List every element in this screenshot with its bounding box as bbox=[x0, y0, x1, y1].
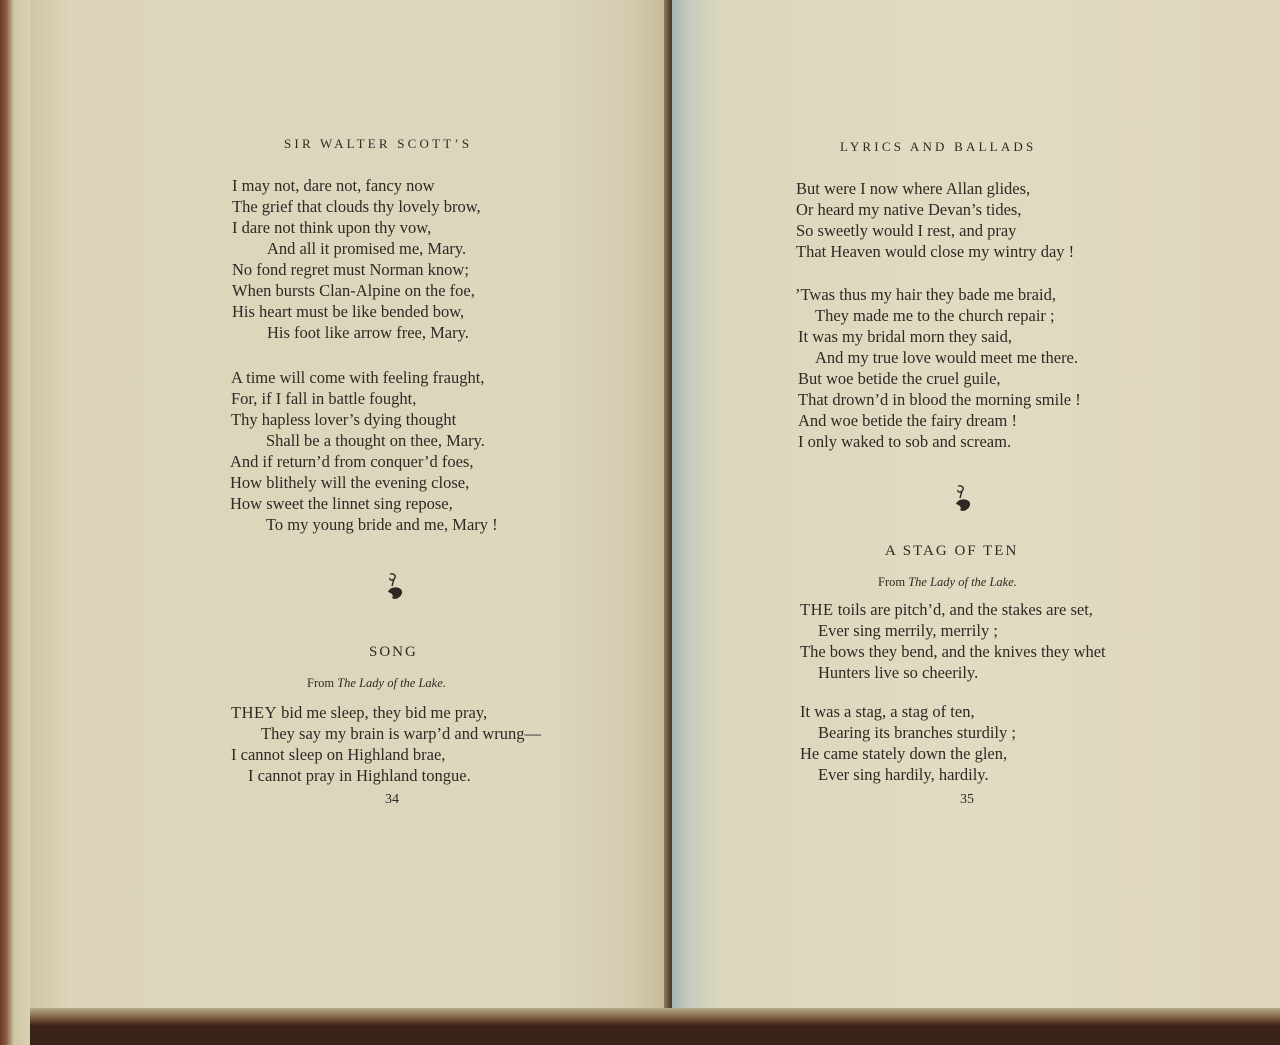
poem-title: SONG bbox=[369, 644, 418, 660]
drop-word: THEY bbox=[231, 703, 277, 722]
verse-line: Ever sing hardily, hardily. bbox=[818, 765, 989, 784]
right-page bbox=[672, 0, 1280, 1010]
page-number: 34 bbox=[385, 792, 399, 807]
verse-line-first bbox=[800, 599, 1093, 620]
verse-line: He came stately down the glen, bbox=[800, 744, 1008, 763]
source-work: The Lady of the Lake. bbox=[908, 575, 1017, 589]
fleuron-icon bbox=[384, 572, 406, 602]
verse-line: Hunters live so cheerily. bbox=[818, 663, 979, 682]
verse-line: I only waked to sob and scream. bbox=[798, 432, 1012, 451]
verse-line: And all it promised me, Mary. bbox=[267, 239, 467, 258]
poem-title: A STAG OF TEN bbox=[885, 543, 1019, 559]
verse-line-rest: bid me sleep, they bid me pray, bbox=[277, 703, 488, 722]
verse-line-first bbox=[231, 702, 487, 723]
running-head-left: SIR WALTER SCOTT’S bbox=[284, 136, 473, 151]
verse-line: The bows they bend, and the knives they whet bbox=[800, 642, 1106, 661]
running-head-right: LYRICS AND BALLADS bbox=[840, 139, 1037, 154]
verse-line: The grief that clouds thy lovely brow, bbox=[232, 197, 481, 216]
verse-line: A time will come with feeling fraught, bbox=[231, 368, 485, 387]
verse-line: Shall be a thought on thee, Mary. bbox=[266, 431, 485, 450]
verse-line: So sweetly would I rest, and pray bbox=[796, 221, 1017, 240]
verse-line: I cannot sleep on Highland brae, bbox=[231, 745, 446, 764]
verse-line: Or heard my native Devan’s tides, bbox=[796, 200, 1022, 219]
verse-line: For, if I fall in battle fought, bbox=[231, 389, 417, 408]
verse-line: And woe betide the fairy dream ! bbox=[798, 411, 1017, 430]
verse-line: It was my bridal morn they said, bbox=[798, 327, 1013, 346]
verse-line: I dare not think upon thy vow, bbox=[232, 218, 432, 237]
verse-line: His heart must be like bended bow, bbox=[232, 302, 465, 321]
verse-line: No fond regret must Norman know; bbox=[232, 260, 469, 279]
verse-line: And if return’d from conquer’d foes, bbox=[230, 452, 474, 471]
verse-line: But were I now where Allan glides, bbox=[796, 179, 1031, 198]
verse-line: When bursts Clan-Alpine on the foe, bbox=[232, 281, 475, 300]
page-number: 35 bbox=[960, 792, 974, 807]
poem-source bbox=[878, 575, 1017, 590]
verse-line: Bearing its branches sturdily ; bbox=[818, 723, 1016, 742]
verse-line: Ever sing merrily, merrily ; bbox=[818, 621, 998, 640]
source-prefix: From bbox=[307, 676, 335, 690]
book-bottom-edge bbox=[30, 1008, 1280, 1045]
verse-line: Thy hapless lover’s dying thought bbox=[231, 410, 457, 429]
verse-line: How blithely will the evening close, bbox=[230, 473, 470, 492]
fleuron-icon bbox=[952, 484, 974, 514]
drop-word: THE bbox=[800, 600, 834, 619]
verse-line: But woe betide the cruel guile, bbox=[798, 369, 1001, 388]
verse-line: They say my brain is warp’d and wrung— bbox=[261, 724, 541, 743]
source-work: The Lady of the Lake. bbox=[337, 676, 446, 690]
verse-line: I may not, dare not, fancy now bbox=[232, 176, 435, 195]
verse-line: That drown’d in blood the morning smile ! bbox=[798, 390, 1081, 409]
verse-line: That Heaven would close my wintry day ! bbox=[796, 242, 1075, 261]
verse-line: They made me to the church repair ; bbox=[815, 306, 1055, 325]
verse-line: ’Twas thus my hair they bade me braid, bbox=[795, 285, 1056, 304]
left-page bbox=[30, 0, 670, 1012]
verse-line: His foot like arrow free, Mary. bbox=[267, 323, 469, 342]
verse-line: How sweet the linnet sing repose, bbox=[230, 494, 453, 513]
verse-line: To my young bride and me, Mary ! bbox=[266, 515, 498, 534]
verse-line-rest: toils are pitch’d, and the stakes are set, bbox=[833, 600, 1093, 619]
source-prefix: From bbox=[878, 575, 906, 589]
verse-line: And my true love would meet me there. bbox=[815, 348, 1079, 367]
poem-source bbox=[307, 676, 446, 691]
verse-line: I cannot pray in Highland tongue. bbox=[248, 766, 471, 785]
verse-line: It was a stag, a stag of ten, bbox=[800, 702, 975, 721]
